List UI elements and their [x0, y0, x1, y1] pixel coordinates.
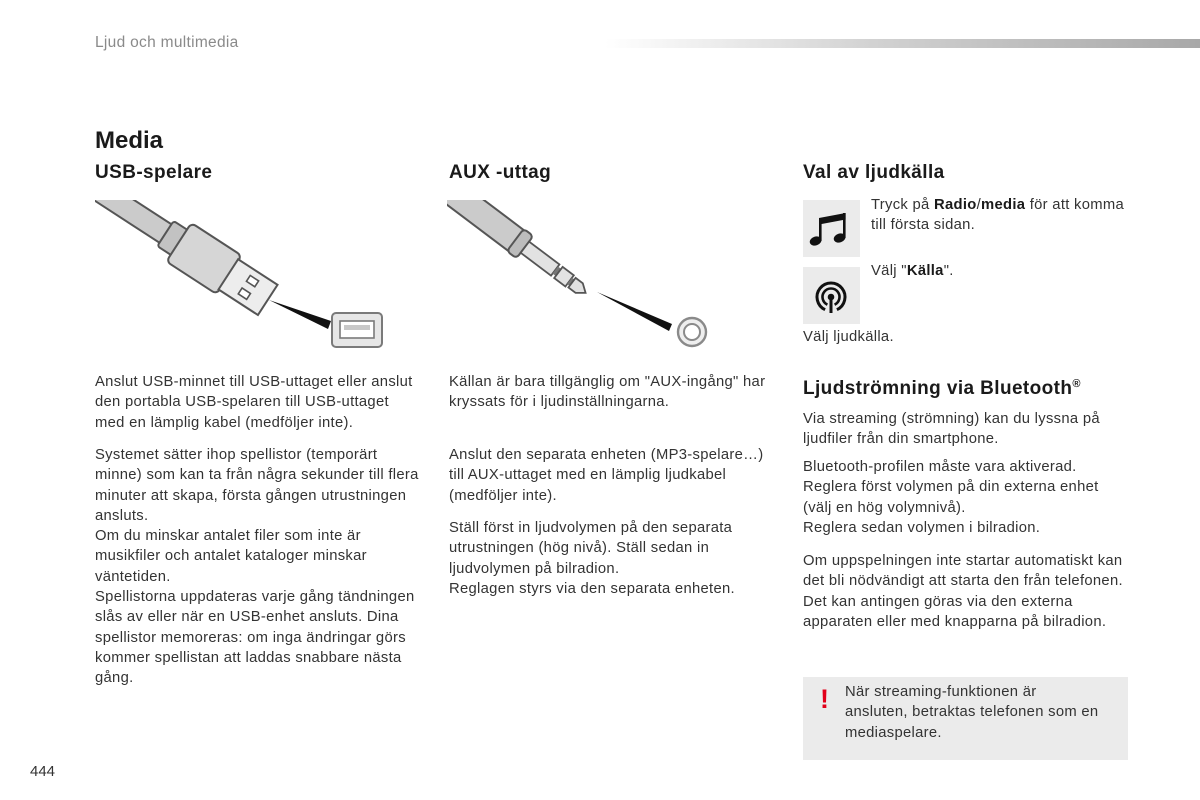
- source-heading: Val av ljudkälla: [803, 162, 945, 183]
- arrow-icon: [597, 292, 672, 331]
- arrow-icon: [269, 300, 331, 329]
- step-result: Välj ljudkälla.: [803, 329, 894, 345]
- step-instruction: [871, 195, 1124, 236]
- usb-plug-icon: [95, 200, 280, 319]
- audio-source-icon: [803, 267, 860, 324]
- page-title: Media: [95, 127, 164, 154]
- bluetooth-paragraph: Via streaming (strömning) kan du lyssna på ljudfiler från din smartphone.: [803, 411, 1100, 448]
- aux-paragraph: Ställ först in ljudvolymen på den separata utrustningen (hög nivå). Ställ sedan in ljudvolymen på bilradion. Reglagen styrs via den separata enheten.: [449, 520, 735, 597]
- warning-note: [803, 677, 1128, 760]
- aux-heading: AUX -uttag: [449, 162, 552, 183]
- step-text: ".: [943, 263, 954, 279]
- header-gradient-bar: [605, 39, 1200, 48]
- aux-illustration: [447, 200, 717, 355]
- aux-port-icon: [678, 318, 706, 346]
- step-text: /: [976, 197, 982, 213]
- usb-paragraph: Systemet sätter ihop spellistor (temporärt minne) som kan ta från några sekunder till flera minuter att skapa, första gången utrustningen ansluts. Om du minskar antalet filer som inte är musikfiler och antalet kataloger minskar väntetiden. Spellistorna uppdateras varje gång tändningen slås av eller när en USB-enhet ansluts. Dina spellistor memoreras: om inga ändringar görs kommer spellistan att laddas snabbare nästa gång.: [95, 447, 419, 687]
- aux-paragraph: Källan är bara tillgänglig om "AUX-ingång" har kryssats för i ljudinställningarna.: [449, 374, 766, 411]
- music-note-icon-box: [803, 200, 860, 257]
- registered-mark: ®: [1072, 378, 1081, 390]
- usb-port-icon: [332, 313, 382, 347]
- aux-paragraph: Anslut den separata enheten (MP3-spelare…) till AUX-uttaget med en lämplig ljudkabel (medföljer inte).: [449, 447, 764, 504]
- radio-key-label: Radio: [934, 197, 977, 213]
- bluetooth-heading-text: Ljudströmning via Bluetooth: [803, 378, 1073, 399]
- bluetooth-heading: [803, 372, 1081, 401]
- media-key-label: media: [981, 197, 1026, 213]
- warning-note-text: När streaming-funktionen är ansluten, betraktas telefonen som en mediaspelare.: [845, 684, 1099, 741]
- bluetooth-paragraph: Bluetooth-profilen måste vara aktiverad. Reglera först volymen på din externa enhet (välj en hög volymnivå). Reglera sedan volymen i bilradion.: [803, 459, 1099, 536]
- usb-heading: USB-spelare: [95, 162, 213, 183]
- usb-paragraph: Anslut USB-minnet till USB-uttaget eller anslut den portabla USB-spelaren till USB-uttaget med en lämplig kabel (medföljer inte).: [95, 374, 413, 431]
- step-text: Välj ": [871, 263, 907, 279]
- bluetooth-paragraph: Om uppspelningen inte startar automatiskt kan det bli nödvändigt att starta den från telefonen. Det kan antingen göras via den externa apparaten eller med knapparna på bilradion.: [803, 553, 1123, 630]
- usb-illustration: [95, 200, 395, 355]
- step-instruction: [871, 261, 954, 281]
- source-key-label: Källa: [906, 263, 944, 279]
- page-number: 444: [30, 763, 56, 780]
- step-text: för att komma till första sidan.: [871, 197, 1125, 234]
- step-text: Tryck på: [871, 197, 934, 213]
- aux-jack-plug-icon: [447, 200, 594, 304]
- music-note-icon: [803, 200, 860, 257]
- section-header: Ljud och multimedia: [95, 34, 239, 51]
- warning-exclamation-icon: !: [820, 684, 829, 714]
- audio-source-icon-box: [803, 267, 860, 324]
